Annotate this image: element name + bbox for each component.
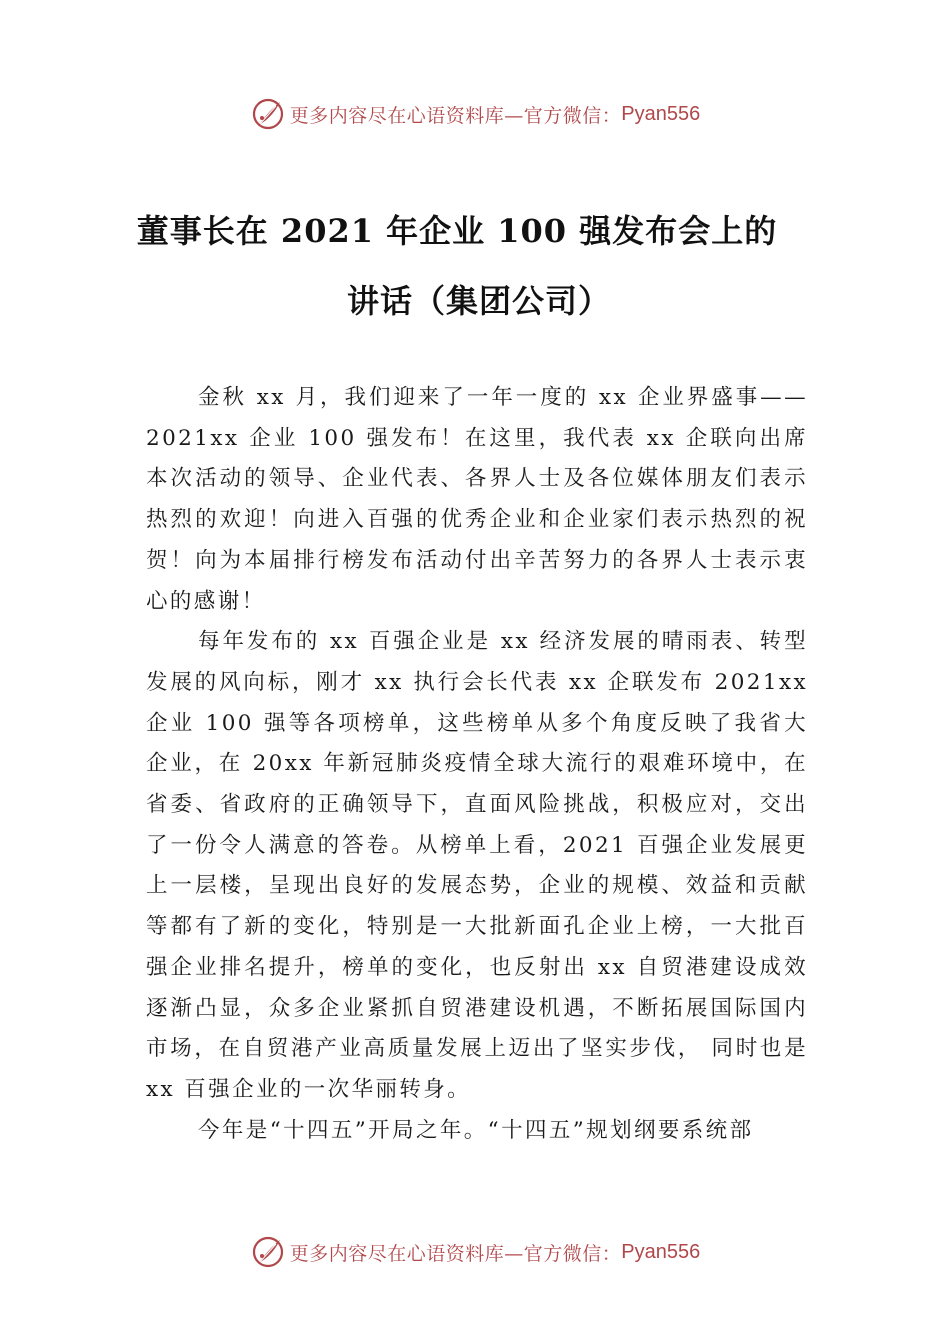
header-watermark-banner — [0, 94, 950, 134]
banner-text: 更多内容尽在心语资料库—官方微信： — [289, 1242, 622, 1265]
quill-logo-icon — [250, 1234, 286, 1270]
banner-text: 更多内容尽在心语资料库—官方微信： — [289, 104, 622, 127]
document-title-line1: 董事长在 2021 年企业 100 强发布会上的 — [136, 212, 778, 250]
paragraph-2: 每年发布的 xx 百强企业是 xx 经济发展的晴雨表、转型发展的风向标，刚才 xx 执行会长代表 xx 企联发布 2021xx 企业 100 强等各项榜单，这些榜单从多个角度反映了我省大企业，在 20xx 年新冠肺炎疫情全球大流行的艰难环境中，在省委、省政府的正确领导下，直面风险挑战，积极应对，交出了一份令人满意的答卷。从榜单上看，2021 百强企业发展更上一层楼，呈现出良好的发展态势，企业的规模、效益和贡献等都有了新的变化，特别是一大批新面孔企业上榜，一大批百强企业排名提升，榜单的变化，也反射出 xx 自贸港建设成效逐渐凸显，众多企业紧抓自贸港建设机遇，不断拓展国际国内市场，在自贸港产业高质量发展上迈出了坚实步伐， 同时也是 xx 百强企业的一次华丽转身。 — [146, 629, 808, 1102]
paragraph-1: 金秋 xx 月，我们迎来了一年一度的 xx 企业界盛事——2021xx 企业 100 强发布！在这里，我代表 xx 企联向出席本次活动的领导、企业代表、各界人士及各位媒体朋友们表示热烈的欢迎！向进入百强的优秀企业和企业家们表示热烈的祝贺！向为本届排行榜发布活动付出辛苦努力的各界人士表示衷心的感谢！ — [146, 385, 808, 614]
quill-logo-icon — [250, 96, 286, 132]
wechat-id: Pyan556 — [621, 102, 701, 125]
document-title-line2: 讲话（集团公司） — [346, 282, 611, 320]
document-body — [146, 378, 808, 1151]
wechat-id: Pyan556 — [621, 1240, 701, 1263]
footer-watermark-banner — [0, 1232, 950, 1272]
paragraph-3: 今年是“十四五”开局之年。“十四五”规划纲要系统部 — [198, 1117, 754, 1143]
